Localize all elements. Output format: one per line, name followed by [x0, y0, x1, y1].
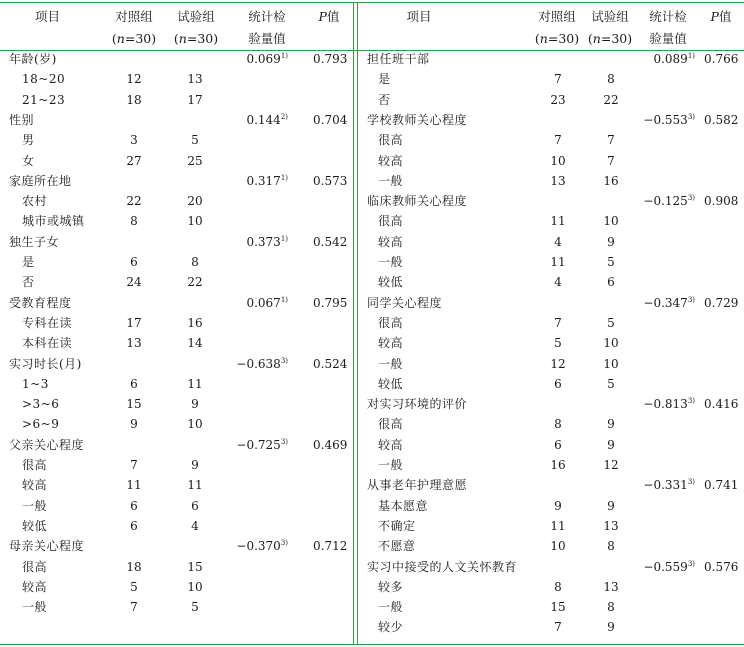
row-sublabel: 基本愿意	[378, 498, 429, 513]
header-stat-line1: 统计检	[248, 9, 286, 24]
control-count: 13	[550, 173, 566, 188]
p-value: 0.704	[313, 112, 348, 127]
row-sublabel: 较多	[378, 579, 404, 594]
table-row	[0, 293, 352, 313]
row-category-label: 临床教师关心程度	[367, 194, 468, 209]
test-count: 6	[607, 275, 615, 290]
row-sublabel: 较高	[22, 579, 48, 594]
control-count: 6	[130, 255, 138, 269]
row-sublabel: 男	[22, 133, 35, 148]
test-statistic-value: −0.559	[643, 559, 688, 574]
footnote-marker: 1)	[687, 52, 695, 60]
footnote-marker: 3)	[687, 295, 695, 304]
table-row	[360, 475, 744, 495]
p-value: 0.582	[704, 112, 739, 127]
row-sublabel: 较高	[378, 437, 404, 452]
footnote-marker: 3)	[280, 539, 288, 548]
control-count: 6	[554, 437, 562, 452]
header-control-right: 对照组 (n=30)	[534, 9, 580, 46]
header-control-line2: (n=30)	[111, 31, 157, 46]
test-count: 5	[191, 600, 199, 615]
footnote-marker: 3)	[687, 559, 695, 568]
header-item-right: 项目	[406, 9, 432, 24]
row-sublabel: 较低	[378, 376, 404, 391]
control-count: 15	[550, 600, 566, 615]
test-count: 22	[187, 275, 203, 290]
test-count: 16	[603, 173, 619, 188]
table-row	[0, 69, 352, 89]
row-category-label: 从事老年护理意愿	[367, 478, 468, 493]
table-row	[360, 130, 744, 150]
table-row	[360, 354, 744, 374]
table-row	[0, 557, 352, 577]
test-count: 9	[607, 437, 615, 452]
top-rule	[0, 2, 744, 3]
row-sublabel: 很高	[378, 417, 404, 432]
table-row	[0, 496, 352, 516]
table-row	[360, 333, 744, 353]
test-count: 5	[607, 315, 615, 330]
test-count: 11	[187, 478, 203, 493]
header-control	[105, 6, 163, 50]
p-value: 0.469	[313, 437, 348, 452]
row-sublabel: 较低	[378, 275, 404, 290]
test-statistic	[653, 49, 695, 69]
table-row	[0, 272, 352, 292]
test-count: 9	[607, 498, 615, 513]
table-row	[360, 69, 744, 89]
test-statistic-value: −0.725	[236, 437, 281, 452]
row-category-label: 学校教师关心程度	[367, 112, 468, 127]
test-statistic	[643, 475, 695, 495]
test-statistic	[643, 394, 695, 414]
row-category-label: 实习中接受的人文关怀教育	[367, 559, 518, 574]
row-category-label: 母亲关心程度	[9, 539, 85, 554]
row-sublabel: 否	[378, 92, 391, 107]
footnote-marker: 1)	[280, 173, 288, 182]
control-count: 6	[130, 518, 138, 533]
table-row	[0, 313, 352, 333]
table-row	[360, 455, 744, 475]
table-row	[0, 252, 352, 272]
row-sublabel: 很高	[378, 133, 404, 148]
test-statistic	[643, 293, 695, 313]
test-count: 8	[607, 72, 615, 87]
test-statistic	[643, 557, 695, 577]
control-count: 27	[126, 153, 142, 168]
row-sublabel: >3~6	[22, 397, 60, 412]
table-row	[0, 455, 352, 475]
control-count: 15	[126, 397, 142, 412]
test-statistic-value: 0.317	[246, 173, 281, 188]
control-count: 7	[130, 458, 138, 472]
row-sublabel: 较高	[378, 153, 404, 168]
test-statistic	[236, 435, 288, 455]
footnote-marker: 3)	[687, 478, 695, 487]
control-count: 7	[554, 620, 562, 635]
table-row	[0, 232, 352, 252]
test-statistic	[236, 354, 288, 374]
p-value: 0.741	[704, 478, 739, 493]
row-sublabel: 农村	[22, 194, 48, 209]
control-count: 8	[554, 579, 562, 594]
table-row	[360, 151, 744, 171]
table-row	[0, 516, 352, 536]
test-statistic	[246, 49, 288, 69]
table-row	[360, 90, 744, 110]
control-count: 23	[550, 92, 566, 107]
row-sublabel: 不愿意	[378, 539, 416, 554]
table-row	[360, 272, 744, 292]
table-row	[360, 191, 744, 211]
test-count: 16	[187, 315, 203, 330]
control-count: 4	[554, 275, 562, 290]
header-item	[0, 6, 95, 28]
table-row	[0, 414, 352, 434]
row-sublabel: 21~23	[22, 92, 66, 107]
row-sublabel: 一般	[378, 458, 404, 472]
row-category-label: 家庭所在地	[9, 173, 72, 188]
header-test	[167, 6, 225, 50]
row-sublabel: 较高	[378, 234, 404, 249]
control-count: 10	[550, 153, 566, 168]
row-category-label: 对实习环境的评价	[367, 397, 468, 412]
test-count: 10	[187, 417, 203, 432]
p-value: 0.416	[704, 397, 739, 412]
footnote-marker: 1)	[280, 52, 288, 60]
control-count: 16	[550, 458, 566, 472]
test-count: 10	[603, 214, 619, 229]
test-statistic	[246, 293, 288, 313]
test-statistic-value: 0.373	[246, 234, 281, 249]
row-category-label: 担任班干部	[367, 52, 430, 66]
footnote-marker: 3)	[687, 397, 695, 406]
test-statistic-value: −0.553	[643, 112, 688, 127]
control-count: 11	[550, 255, 566, 269]
table-row	[360, 232, 744, 252]
table-row	[360, 516, 744, 536]
table-row	[360, 496, 744, 516]
p-value: 0.573	[313, 173, 348, 188]
table-row	[0, 171, 352, 191]
row-sublabel: 较少	[378, 620, 404, 635]
table-row	[0, 577, 352, 597]
table-row	[0, 151, 352, 171]
row-sublabel: 否	[22, 275, 35, 290]
test-statistic-value: 0.144	[246, 112, 281, 127]
header-p: P值	[318, 9, 340, 24]
test-statistic-value: −0.370	[236, 539, 281, 554]
row-sublabel: 一般	[22, 498, 48, 513]
control-count: 9	[554, 498, 562, 513]
header-test-line1: 试验组	[177, 9, 215, 24]
test-count: 11	[187, 376, 203, 391]
row-sublabel: 较低	[22, 518, 48, 533]
footnote-marker: 1)	[280, 234, 288, 243]
control-count: 5	[554, 336, 562, 351]
test-statistic-value: −0.347	[643, 295, 688, 310]
footnote-marker: 1)	[280, 295, 288, 304]
table-row	[360, 293, 744, 313]
center-divider-right	[357, 2, 358, 644]
test-count: 9	[607, 620, 615, 635]
control-count: 8	[554, 417, 562, 432]
table-row	[360, 171, 744, 191]
test-count: 8	[607, 600, 615, 615]
test-count: 13	[603, 518, 619, 533]
header-stat	[237, 6, 297, 50]
table-row	[360, 110, 744, 130]
row-sublabel: 很高	[378, 315, 404, 330]
header-test-line2: (n=30)	[173, 31, 219, 46]
row-sublabel: 城市或城镇	[22, 214, 85, 229]
test-statistic-value: −0.813	[643, 397, 688, 412]
control-count: 3	[130, 133, 138, 148]
test-count: 9	[607, 234, 615, 249]
table-row	[0, 435, 352, 455]
control-count: 11	[550, 518, 566, 533]
test-statistic-value: −0.638	[236, 356, 281, 371]
p-value: 0.542	[313, 234, 348, 249]
header-stat-line2: 验量值	[248, 31, 286, 46]
test-count: 25	[187, 153, 203, 168]
control-count: 11	[550, 214, 566, 229]
table-row	[360, 435, 744, 455]
test-statistic	[246, 171, 288, 191]
row-sublabel: 很高	[22, 458, 48, 472]
row-sublabel: 18~20	[22, 72, 66, 87]
test-count: 13	[603, 579, 619, 594]
row-category-label: 实习时长(月)	[9, 356, 82, 371]
row-sublabel: 女	[22, 153, 35, 168]
row-sublabel: 一般	[378, 356, 404, 371]
test-count: 9	[607, 417, 615, 432]
control-count: 9	[130, 417, 138, 432]
center-divider-left	[353, 2, 354, 644]
table-row	[360, 557, 744, 577]
row-sublabel: 是	[22, 255, 35, 269]
footnote-marker: 3)	[280, 356, 288, 365]
row-sublabel: 是	[378, 72, 391, 87]
control-count: 12	[126, 72, 142, 87]
control-count: 6	[130, 498, 138, 513]
test-statistic	[643, 110, 695, 130]
control-count: 24	[126, 275, 142, 290]
test-statistic-value: 0.089	[653, 52, 688, 66]
test-count: 10	[603, 356, 619, 371]
test-count: 5	[607, 255, 615, 269]
test-count: 9	[191, 458, 199, 472]
test-count: 13	[187, 72, 203, 87]
row-sublabel: 一般	[378, 600, 404, 615]
test-statistic	[643, 191, 695, 211]
table-row	[0, 536, 352, 556]
row-category-label: 年龄(岁)	[9, 52, 57, 66]
footnote-marker: 3)	[280, 437, 288, 446]
table-row	[360, 536, 744, 556]
table-row	[0, 597, 352, 617]
test-statistic	[246, 110, 288, 130]
header-stat-right: 统计检 验量值	[649, 9, 687, 46]
test-statistic	[236, 536, 288, 556]
row-sublabel: 一般	[378, 255, 404, 269]
p-value: 0.766	[704, 52, 739, 66]
control-count: 7	[554, 133, 562, 148]
test-count: 4	[191, 518, 199, 533]
row-sublabel: 本科在读	[22, 336, 73, 351]
test-count: 17	[187, 92, 203, 107]
table-row	[0, 130, 352, 150]
test-count: 6	[191, 498, 199, 513]
test-count: 7	[607, 153, 615, 168]
p-value: 0.576	[704, 559, 739, 574]
table-row	[360, 394, 744, 414]
header-test-right: 试验组 (n=30)	[587, 9, 633, 46]
control-count: 17	[126, 315, 142, 330]
control-count: 7	[554, 72, 562, 87]
table-row	[0, 49, 352, 69]
control-count: 10	[550, 539, 566, 554]
control-count: 11	[126, 478, 142, 493]
test-count: 10	[187, 579, 203, 594]
table-row	[0, 394, 352, 414]
test-count: 20	[187, 194, 203, 209]
header-p-right: P值	[710, 9, 732, 24]
footnote-marker: 2)	[280, 112, 288, 121]
row-category-label: 同学关心程度	[367, 295, 443, 310]
footnote-marker: 3)	[687, 194, 695, 203]
row-sublabel: 很高	[378, 214, 404, 229]
table-row	[0, 354, 352, 374]
table-row	[0, 110, 352, 130]
row-sublabel: 不确定	[378, 518, 416, 533]
table-row	[0, 90, 352, 110]
control-count: 4	[554, 234, 562, 249]
p-value: 0.524	[313, 356, 348, 371]
p-value: 0.908	[704, 194, 739, 209]
table-row	[360, 49, 744, 69]
table-row	[360, 374, 744, 394]
row-sublabel: 专科在读	[22, 315, 73, 330]
table-row	[360, 597, 744, 617]
row-sublabel: 一般	[378, 173, 404, 188]
table-row	[360, 313, 744, 333]
row-sublabel: 很高	[22, 559, 48, 574]
row-sublabel: 较高	[378, 336, 404, 351]
control-count: 5	[130, 579, 138, 594]
bottom-rule	[0, 644, 744, 645]
control-count: 7	[554, 315, 562, 330]
control-count: 18	[126, 559, 142, 574]
header-item-label: 项目	[34, 9, 60, 24]
test-count: 5	[607, 376, 615, 391]
table-row	[360, 577, 744, 597]
table-row	[360, 252, 744, 272]
table-row	[0, 211, 352, 231]
control-count: 22	[126, 194, 142, 209]
control-count: 7	[130, 600, 138, 615]
control-count: 6	[554, 376, 562, 391]
p-value: 0.712	[313, 539, 348, 554]
test-count: 8	[607, 539, 615, 554]
row-sublabel: >6~9	[22, 417, 60, 432]
control-count: 8	[130, 214, 138, 229]
test-count: 10	[187, 214, 203, 229]
test-count: 10	[603, 336, 619, 351]
header-control-line1: 对照组	[115, 9, 153, 24]
row-category-label: 性别	[9, 112, 35, 127]
row-sublabel: 较高	[22, 478, 48, 493]
test-statistic-value: −0.331	[643, 478, 688, 493]
table-row	[0, 374, 352, 394]
test-count: 9	[191, 397, 199, 412]
control-count: 12	[550, 356, 566, 371]
p-value: 0.795	[313, 295, 348, 310]
test-statistic	[246, 232, 288, 252]
test-count: 14	[187, 336, 203, 351]
test-count: 15	[187, 559, 203, 574]
table-row	[0, 475, 352, 495]
table-row	[0, 191, 352, 211]
p-value: 0.729	[704, 295, 739, 310]
table-row	[360, 414, 744, 434]
row-sublabel: 一般	[22, 600, 48, 615]
footnote-marker: 3)	[687, 112, 695, 121]
test-count: 7	[607, 133, 615, 148]
row-sublabel: 1~3	[22, 376, 49, 391]
control-count: 6	[130, 376, 138, 391]
p-value: 0.793	[313, 52, 348, 66]
row-category-label: 父亲关心程度	[9, 437, 85, 452]
test-count: 5	[191, 133, 199, 148]
table-row	[0, 333, 352, 353]
test-count: 8	[191, 255, 199, 269]
test-statistic-value: −0.125	[643, 194, 688, 209]
test-statistic-value: 0.067	[246, 295, 281, 310]
row-category-label: 受教育程度	[9, 295, 72, 310]
test-statistic-value: 0.069	[246, 52, 281, 66]
row-category-label: 独生子女	[9, 234, 60, 249]
table-row	[360, 617, 744, 637]
test-count: 12	[603, 458, 619, 472]
test-count: 22	[603, 92, 619, 107]
control-count: 13	[126, 336, 142, 351]
table-row	[360, 211, 744, 231]
control-count: 18	[126, 92, 142, 107]
